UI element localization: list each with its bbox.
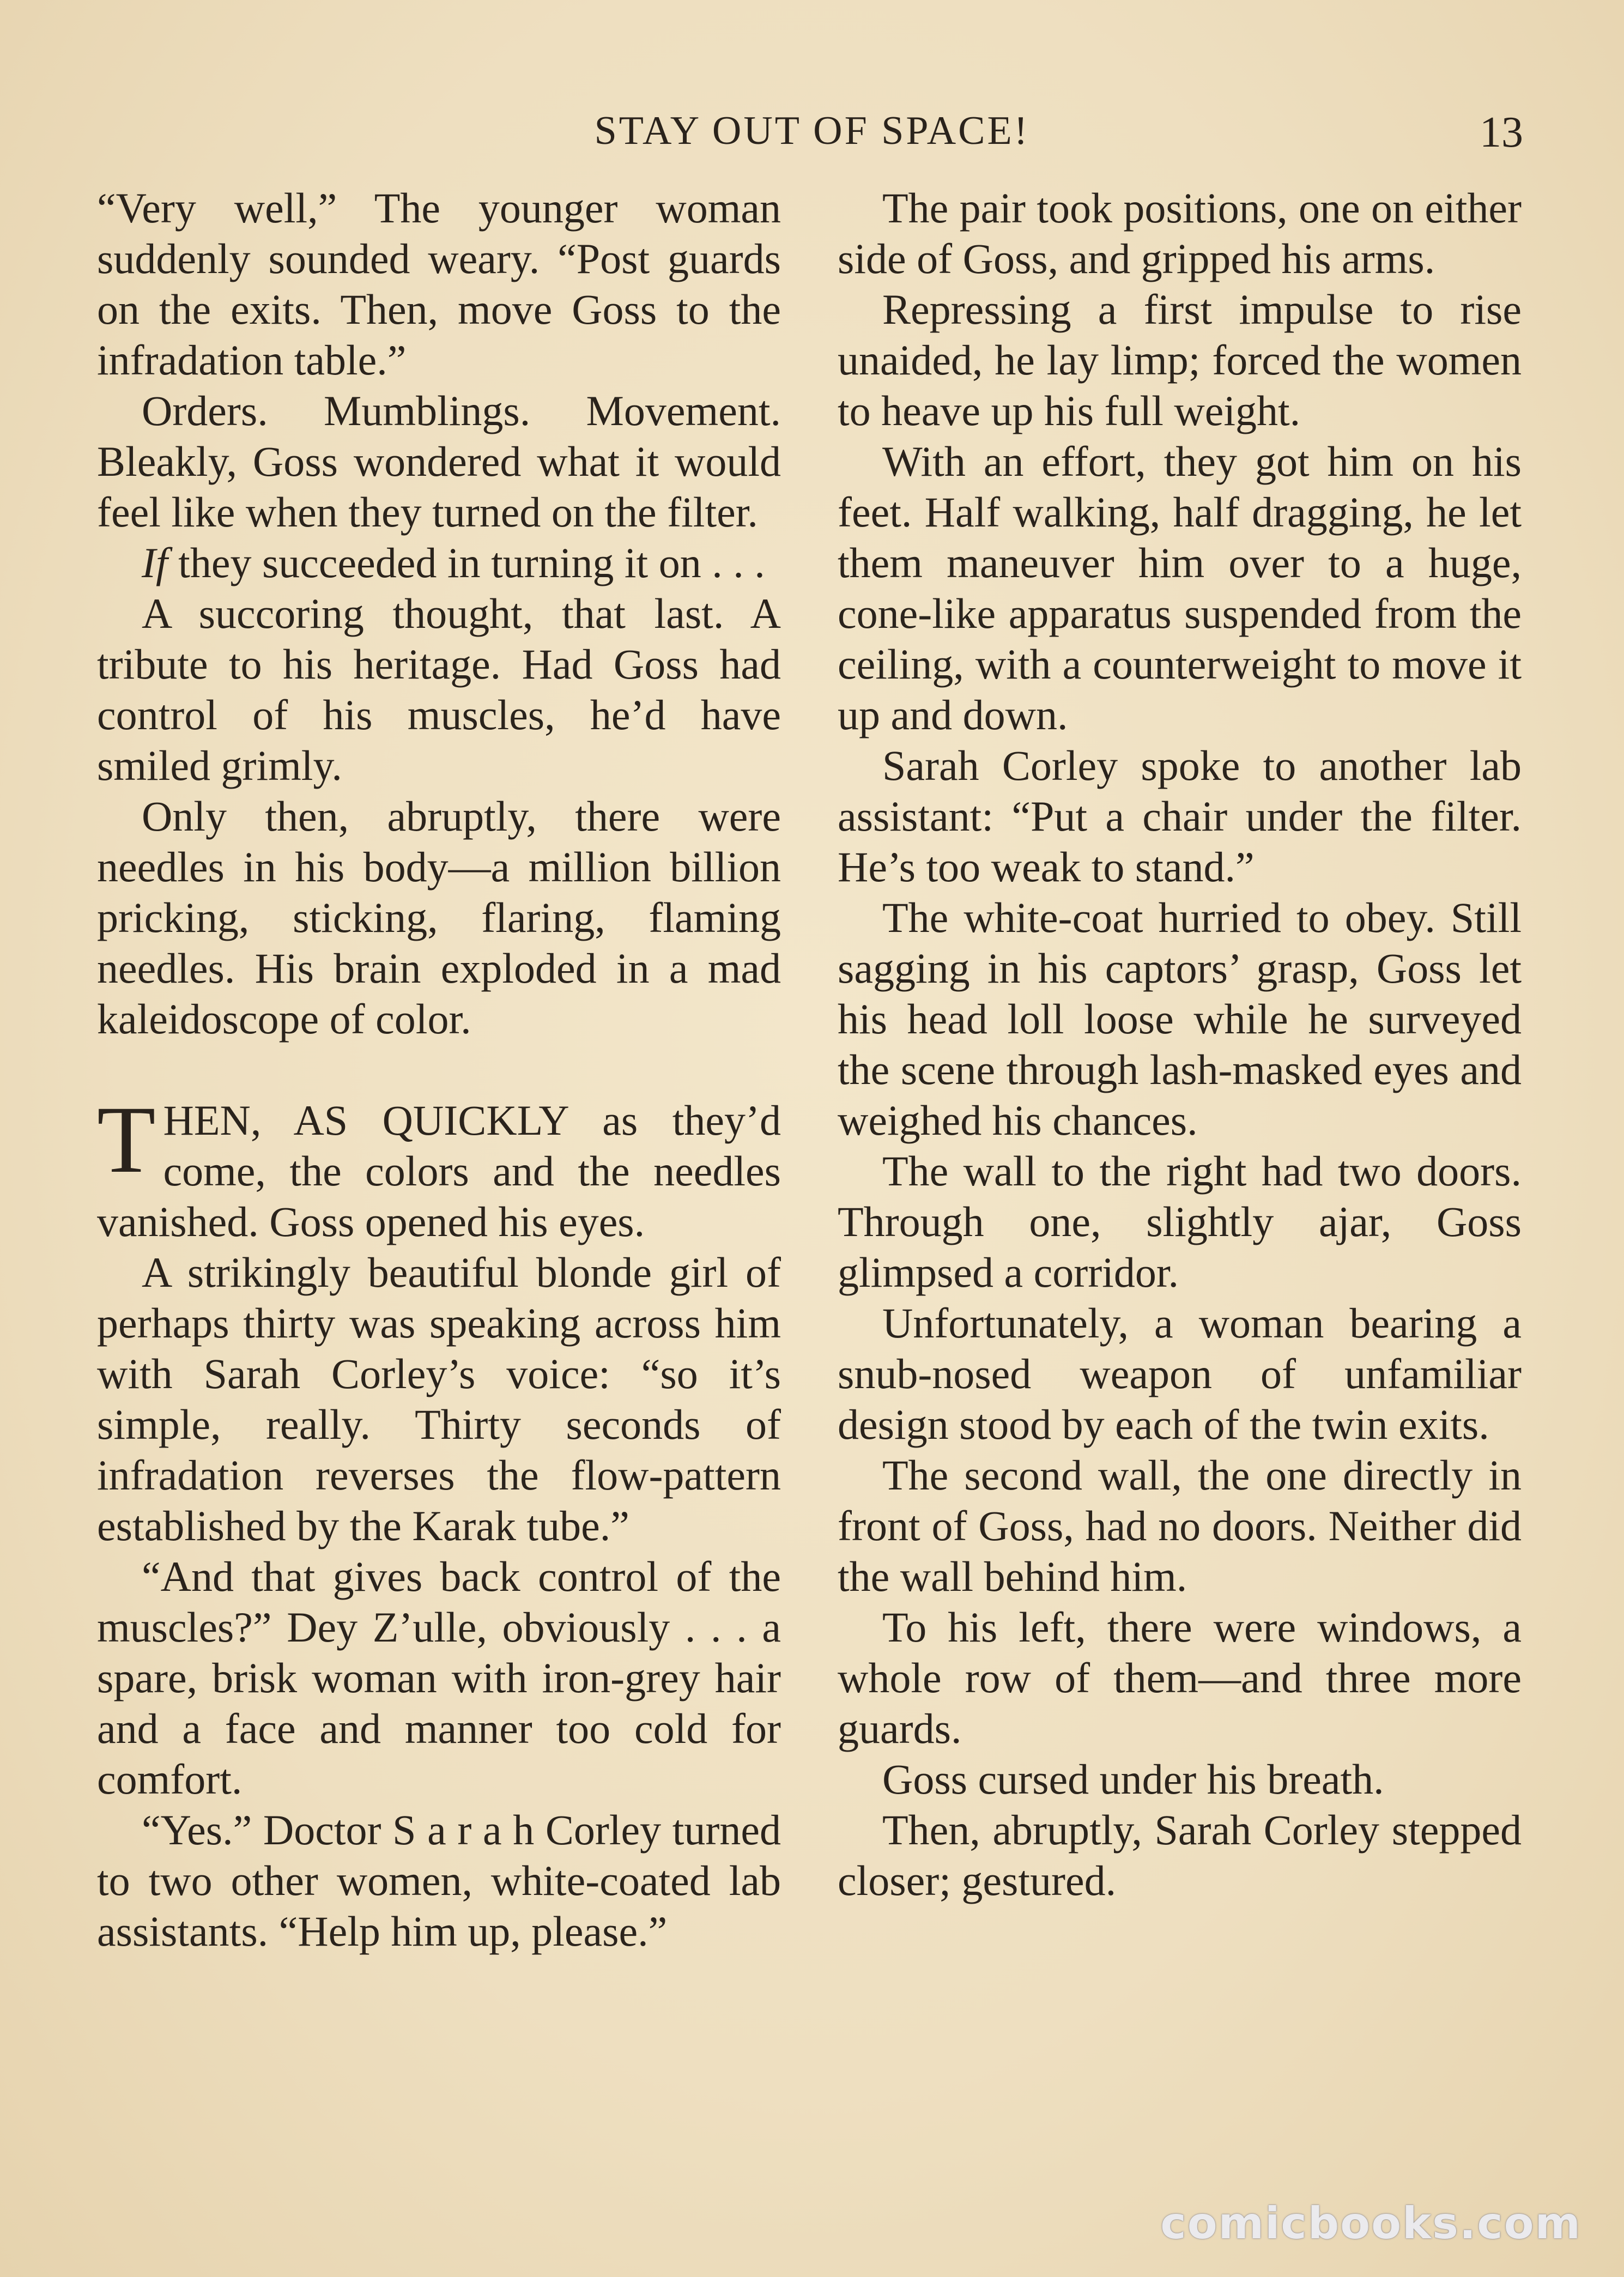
paragraph-text: HEN, AS QUICKLY as they’d come, the colors and the needles vanished. Goss opened his eyes.: [97, 1097, 781, 1245]
paragraph: The wall to the right had two doors. Through one, slightly ajar, Goss glimpsed a corridor.: [838, 1147, 1522, 1296]
paragraph: The pair took positions, one on either side of Goss, and gripped his arms.: [838, 184, 1522, 282]
paragraph: “And that gives back control of the muscles?” Dey Z’ulle, obviously . . . a spare, brisk woman with iron-grey hair and a face and manner too cold for comfort.: [97, 1553, 781, 1803]
paragraph: “Very well,” The younger woman suddenly sounded weary. “Post guards on the exits. Then, move Goss to the infradation table.”: [97, 184, 781, 384]
left-column: [97, 183, 781, 1957]
paragraph: A succoring thought, that last. A tribute to his heritage. Had Goss had control of his muscles, he’d have smiled grimly.: [97, 590, 781, 789]
paragraph: Repressing a first impulse to rise unaided, he lay limp; forced the women to heave up his full weight.: [838, 286, 1522, 434]
paragraph: With an effort, they got him on his feet. Half walking, half dragging, he let them maneuver him over to a huge, cone-like apparatus suspended from the ceiling, with a counterweight to move it up and down.: [838, 438, 1522, 738]
paragraph: The white-coat hurried to obey. Still sagging in his captors’ grasp, Goss let his head loll loose while he surveyed the scene through lash-masked eyes and weighed his chances.: [838, 894, 1522, 1144]
paragraph: Unfortunately, a woman bearing a snub-nosed weapon of unfamiliar design stood by each of the twin exits.: [838, 1299, 1522, 1448]
paragraph-text: they succeeded in turning it on . . .: [167, 539, 765, 586]
paragraph: Orders. Mumblings. Movement. Bleakly, Goss wondered what it would feel like when they turned on the filter.: [97, 387, 781, 536]
section-opening-paragraph: [97, 1087, 781, 1247]
drop-cap: T: [97, 1087, 156, 1193]
page-number: 13: [1480, 108, 1523, 156]
paragraph: Goss cursed under his breath.: [882, 1755, 1384, 1803]
paragraph: Only then, abruptly, there were needles in his body—a million billion pricking, sticking, flaring, flaming needles. His brain exploded in a mad kaleidoscope of color.: [97, 792, 781, 1043]
paragraph: “Yes.” Doctor S a r a h Corley turned to two other women, white-coated lab assistants. “Help him up, please.”: [97, 1806, 781, 1955]
running-title: STAY OUT OF SPACE!: [594, 108, 1030, 153]
right-column: [838, 183, 1522, 1906]
watermark: comicbooks.com: [1160, 2198, 1581, 2249]
paragraph: To his left, there were windows, a whole row of them—and three more guards.: [838, 1603, 1522, 1752]
italic-word: If: [142, 539, 168, 586]
paragraph: Sarah Corley spoke to another lab assistant: “Put a chair under the filter. He’s too weak to stand.”: [838, 742, 1522, 891]
paragraph: Then, abruptly, Sarah Corley stepped closer; gestured.: [838, 1806, 1522, 1904]
paragraph: A strikingly beautiful blonde girl of perhaps thirty was speaking across him with Sarah Corley’s voice: “so it’s simple, really. Thirty seconds of infradation reverses the flow-pattern established by the Karak tube.”: [97, 1249, 781, 1549]
paragraph: The second wall, the one directly in front of Goss, had no doors. Neither did the wall behind him.: [838, 1451, 1522, 1600]
paragraph: [97, 537, 781, 588]
